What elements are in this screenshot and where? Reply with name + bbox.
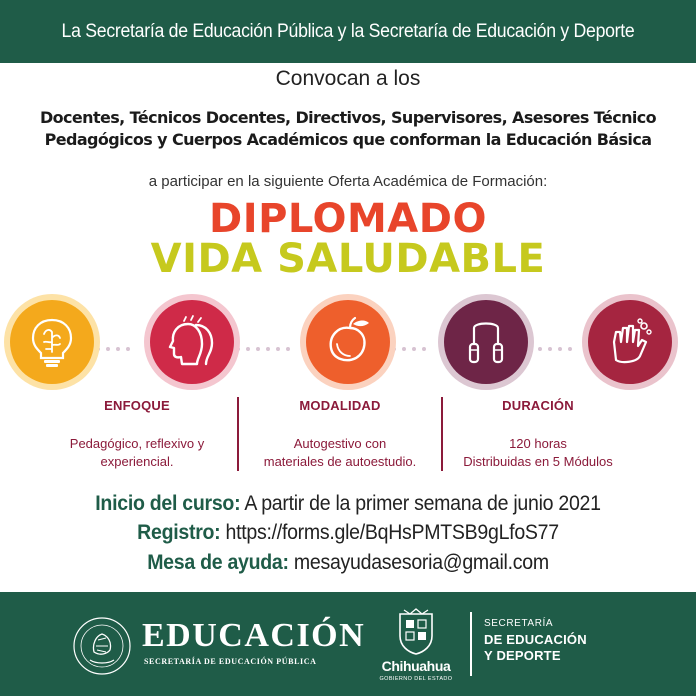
invite-text: a participar en la siguiente Oferta Académica de Formación: <box>148 173 548 190</box>
course-start <box>24 492 671 516</box>
top-banner <box>0 0 696 63</box>
audience-line-1: Docentes, Técnicos Docentes, Directivos, Supervisores, Asesores Técnico <box>39 108 657 127</box>
course-start-value: A partir de la primer semana de junio 2021 <box>244 492 601 515</box>
column-duracion <box>443 398 633 471</box>
column-heading: MODALIDAD <box>299 398 381 413</box>
column-enfoque <box>42 398 232 471</box>
column-modalidad <box>245 398 435 471</box>
chihuahua-logo-text: Chihuahua <box>381 658 451 674</box>
column-text <box>443 435 633 471</box>
dots-connector <box>96 338 142 342</box>
sep-subtitle: SECRETARÍA DE EDUCACIÓN PÚBLICA <box>144 657 317 666</box>
column-text-line-2: Distribuidas en 5 Módulos <box>463 454 613 469</box>
hand-washing-icon <box>588 300 672 384</box>
de-educacion-text: DE EDUCACIÓN <box>484 632 587 647</box>
course-start-label: Inicio del curso: <box>95 492 241 515</box>
mango-icon <box>306 300 390 384</box>
y-deporte-text: Y DEPORTE <box>484 648 561 663</box>
column-text <box>42 435 232 471</box>
lightbulb-brain-icon <box>10 300 94 384</box>
column-heading: ENFOQUE <box>104 398 170 413</box>
column-text-line-1: Autogestivo con <box>293 436 387 451</box>
banner-text: La Secretaría de Educación Pública y la Secretaría de Educación y Deporte <box>61 20 635 42</box>
jump-rope-icon <box>444 300 528 384</box>
heads-profile-icon <box>150 300 234 384</box>
registration-link[interactable]: https://forms.gle/BqHsPMTSB9gLfoS77 <box>225 521 559 544</box>
help-desk-label: Mesa de ayuda: <box>147 551 289 574</box>
column-text-line-1: 120 horas <box>509 436 567 451</box>
dots-connector <box>236 338 302 342</box>
column-text <box>245 435 435 471</box>
help-desk <box>24 551 671 575</box>
gobierno-subtitle: GOBIERNO DEL ESTADO <box>379 676 453 682</box>
audience-line-2: Pedagógicos y Cuerpos Académicos que conforman la Educación Básica <box>44 130 652 149</box>
dots-connector <box>528 338 584 342</box>
chihuahua-shield-icon <box>396 608 436 656</box>
help-desk-email[interactable]: mesayudasesoria@gmail.com <box>293 551 549 574</box>
audience-text <box>20 107 676 151</box>
mexico-seal-icon <box>72 616 132 676</box>
footer-divider <box>470 612 472 676</box>
column-divider <box>237 397 239 471</box>
registration <box>24 521 671 545</box>
registration-label: Registro: <box>137 521 221 544</box>
title-diplomado: DIPLOMADO <box>209 196 487 242</box>
convocan-heading: Convocan a los <box>275 67 421 90</box>
educacion-logo-text: EDUCACIÓN <box>142 617 366 654</box>
secretaria-text: SECRETARÍA <box>484 618 554 629</box>
column-text-line-2: materiales de autoestudio. <box>263 454 417 469</box>
column-text-line-1: Pedagógico, reflexivo y <box>69 436 205 451</box>
column-heading: DURACIÓN <box>502 398 574 413</box>
title-vida-saludable: VIDA SALUDABLE <box>150 236 546 282</box>
icons-row <box>0 292 696 392</box>
column-text-line-2: experiencial. <box>100 454 174 469</box>
dots-connector <box>392 338 438 342</box>
footer <box>0 592 696 696</box>
